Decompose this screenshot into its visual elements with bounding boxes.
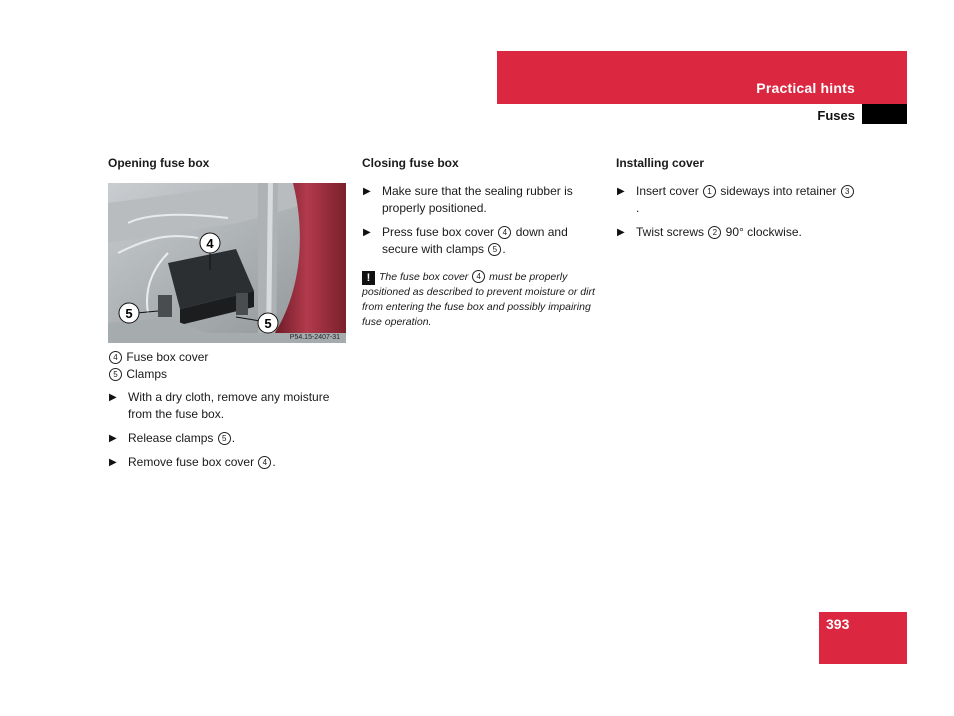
warning-icon: !: [362, 271, 375, 285]
step-item: [108, 430, 348, 447]
legend: [108, 349, 348, 383]
warning-text: must be properly positioned as described to prevent moisture or dirt from entering the fuse box and possibly impairing fuse operation.: [362, 271, 595, 328]
triangle-arrow-icon: ▶: [363, 227, 371, 238]
fuse-box-photo: [108, 183, 346, 343]
warning-text: The fuse box cover: [379, 271, 472, 283]
page-number-box: [819, 612, 907, 664]
callout-5-right: [258, 313, 278, 333]
svg-text:5: 5: [125, 306, 133, 321]
legend-item: [108, 349, 348, 366]
warning-note: [362, 270, 602, 330]
num-circle: 4: [258, 456, 271, 469]
num-circle: 1: [703, 185, 716, 198]
num-circle: 4: [109, 351, 122, 364]
fuse-box-illustration: [108, 183, 346, 343]
thumb-tab: [862, 104, 907, 124]
step-item: [108, 454, 348, 471]
num-circle: 4: [472, 270, 485, 283]
step-text: .: [231, 431, 236, 445]
triangle-arrow-icon: ▶: [617, 186, 625, 197]
step-text: .: [636, 201, 640, 215]
legend-item: [108, 366, 348, 383]
step-text: With a dry cloth, remove any moisture from the fuse box.: [128, 390, 330, 421]
callout-5-left: [119, 303, 139, 323]
num-circle: 3: [841, 185, 854, 198]
step-text: .: [272, 455, 276, 469]
header-band: [497, 51, 907, 104]
page-number: 393: [826, 616, 850, 632]
triangle-arrow-icon: ▶: [109, 433, 117, 444]
column-closing: [362, 156, 602, 330]
triangle-arrow-icon: ▶: [363, 186, 371, 197]
step-text: .: [502, 242, 506, 256]
step-text: Press fuse box cover: [382, 225, 498, 239]
legend-text: Fuse box cover: [126, 350, 209, 364]
step-item: [362, 183, 602, 217]
step-text: Release clamps: [128, 431, 217, 445]
step-item: [616, 183, 856, 217]
num-circle: 5: [488, 243, 501, 256]
num-circle: 2: [708, 226, 721, 239]
legend-text: Clamps: [126, 367, 168, 381]
section-title: Practical hints: [756, 80, 855, 96]
svg-text:4: 4: [206, 236, 214, 251]
num-circle: 5: [218, 432, 231, 445]
column-installing: [616, 156, 856, 248]
heading-closing-fuse-box: Closing fuse box: [362, 156, 459, 170]
step-text: Make sure that the sealing rubber is properly positioned.: [382, 184, 573, 215]
triangle-arrow-icon: ▶: [617, 227, 625, 238]
num-circle: 5: [109, 368, 122, 381]
step-item: [108, 389, 348, 423]
column-opening: [108, 156, 348, 478]
triangle-arrow-icon: ▶: [109, 457, 117, 468]
heading-installing-cover: Installing cover: [616, 156, 705, 170]
step-text: Remove fuse box cover: [128, 455, 258, 469]
figure-code: P54.15-2407-31: [289, 334, 340, 341]
step-item: [616, 224, 856, 241]
step-text: Twist screws: [636, 225, 708, 239]
step-text: Insert cover: [636, 184, 703, 198]
num-circle: 4: [498, 226, 511, 239]
step-text: sideways into retainer: [717, 184, 840, 198]
triangle-arrow-icon: ▶: [109, 392, 117, 403]
svg-text:5: 5: [264, 316, 272, 331]
step-item: [362, 224, 602, 258]
subsection-title: Fuses: [817, 108, 855, 123]
step-text: 90° clockwise.: [722, 225, 802, 239]
callout-4: [200, 233, 220, 253]
step-text: down and secure with clamps: [382, 225, 568, 256]
heading-opening-fuse-box: Opening fuse box: [108, 156, 210, 170]
